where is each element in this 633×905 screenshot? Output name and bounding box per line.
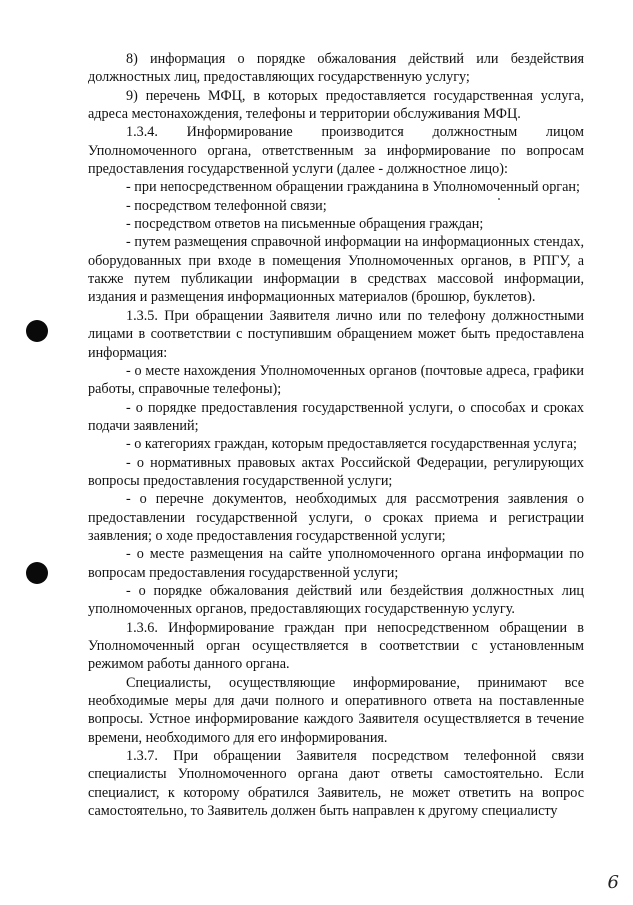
paragraph: 8) информация о порядке обжалования действий или бездействия должностных лиц, предоставляющих государственную услугу; xyxy=(88,51,584,86)
paragraph: - посредством телефонной связи; xyxy=(126,197,327,214)
paragraph: - о порядке предоставления государственной услуги, о способах и сроках подачи заявлений; xyxy=(88,399,584,434)
page-number: 6 xyxy=(607,872,619,893)
paragraph: - о нормативных правовых актах Российской Федерации, регулирующих вопросы предоставления государственной услуги; xyxy=(88,454,584,489)
paragraph: - о категориях граждан, которым предоставляется государственная услуга; xyxy=(126,436,577,453)
paragraph: - о перечне документов, необходимых для рассмотрения заявления о предоставлении государственной услуги, о сроках приема и регистрации заявления; о ходе предоставления государственной услуги; xyxy=(88,491,584,544)
document-body xyxy=(88,50,584,820)
punch-hole-icon xyxy=(26,320,48,342)
paragraph: - посредством ответов на письменные обращения граждан; xyxy=(126,216,484,233)
punch-hole-icon xyxy=(26,562,48,584)
paragraph: 9) перечень МФЦ, в которых предоставляется государственная услуга, адреса местонахождения, телефоны и территории обслуживания МФЦ. xyxy=(88,87,584,123)
paragraph: 1.3.7. При обращении Заявителя посредством телефонной связи специалисты Уполномоченного органа дают ответы самостоятельно. Если специалист, к которому обратился Заявитель, не может ответить на вопрос самостоятельно, то Заявитель должен быть направлен к другому специалисту xyxy=(88,748,584,820)
paragraph: - путем размещения справочной информации на информационных стендах, оборудованных при входе в помещения Уполномоченных органов, в РПГУ, а также путем публикации информации в средствах массовой информации, издания и размещения информационных материалов (брошюр, буклетов). xyxy=(88,234,584,306)
paragraph: 1.3.6. Информирование граждан при непосредственном обращении в Уполномоченный орган осуществляется в соответствии с установленным режимом работы данного органа. xyxy=(88,619,584,673)
paragraph: 1.3.4. Информирование производится должностным лицом Уполномоченного органа, ответственным за информирование по вопросам предоставления государственной услуги (далее - должностное лицо): xyxy=(88,124,584,178)
paragraph: - о порядке обжалования действий или бездействия должностных лиц уполномоченных органов, предоставляющих государственную услугу. xyxy=(88,582,584,618)
paragraph: Специалисты, осуществляющие информирование, принимают все необходимые меры для дачи полного и оперативного ответа на поставленные вопросы. Устное информирование каждого Заявителя осуществляется в течение времени, необходимого для его информирования. xyxy=(88,674,584,746)
paragraph: - о месте размещения на сайте уполномоченного органа информации по вопросам предоставления государственной услуги; xyxy=(88,546,584,581)
paragraph: 1.3.5. При обращении Заявителя лично или по телефону должностными лицами в соответствии с поступившим обращением может быть предоставлена информация: xyxy=(88,307,584,361)
paragraph: - при непосредственном обращении гражданина в Уполномоченный орган; xyxy=(126,179,580,196)
paragraph: - о месте нахождения Уполномоченных органов (почтовые адреса, графики работы, справочные телефоны); xyxy=(88,362,584,398)
